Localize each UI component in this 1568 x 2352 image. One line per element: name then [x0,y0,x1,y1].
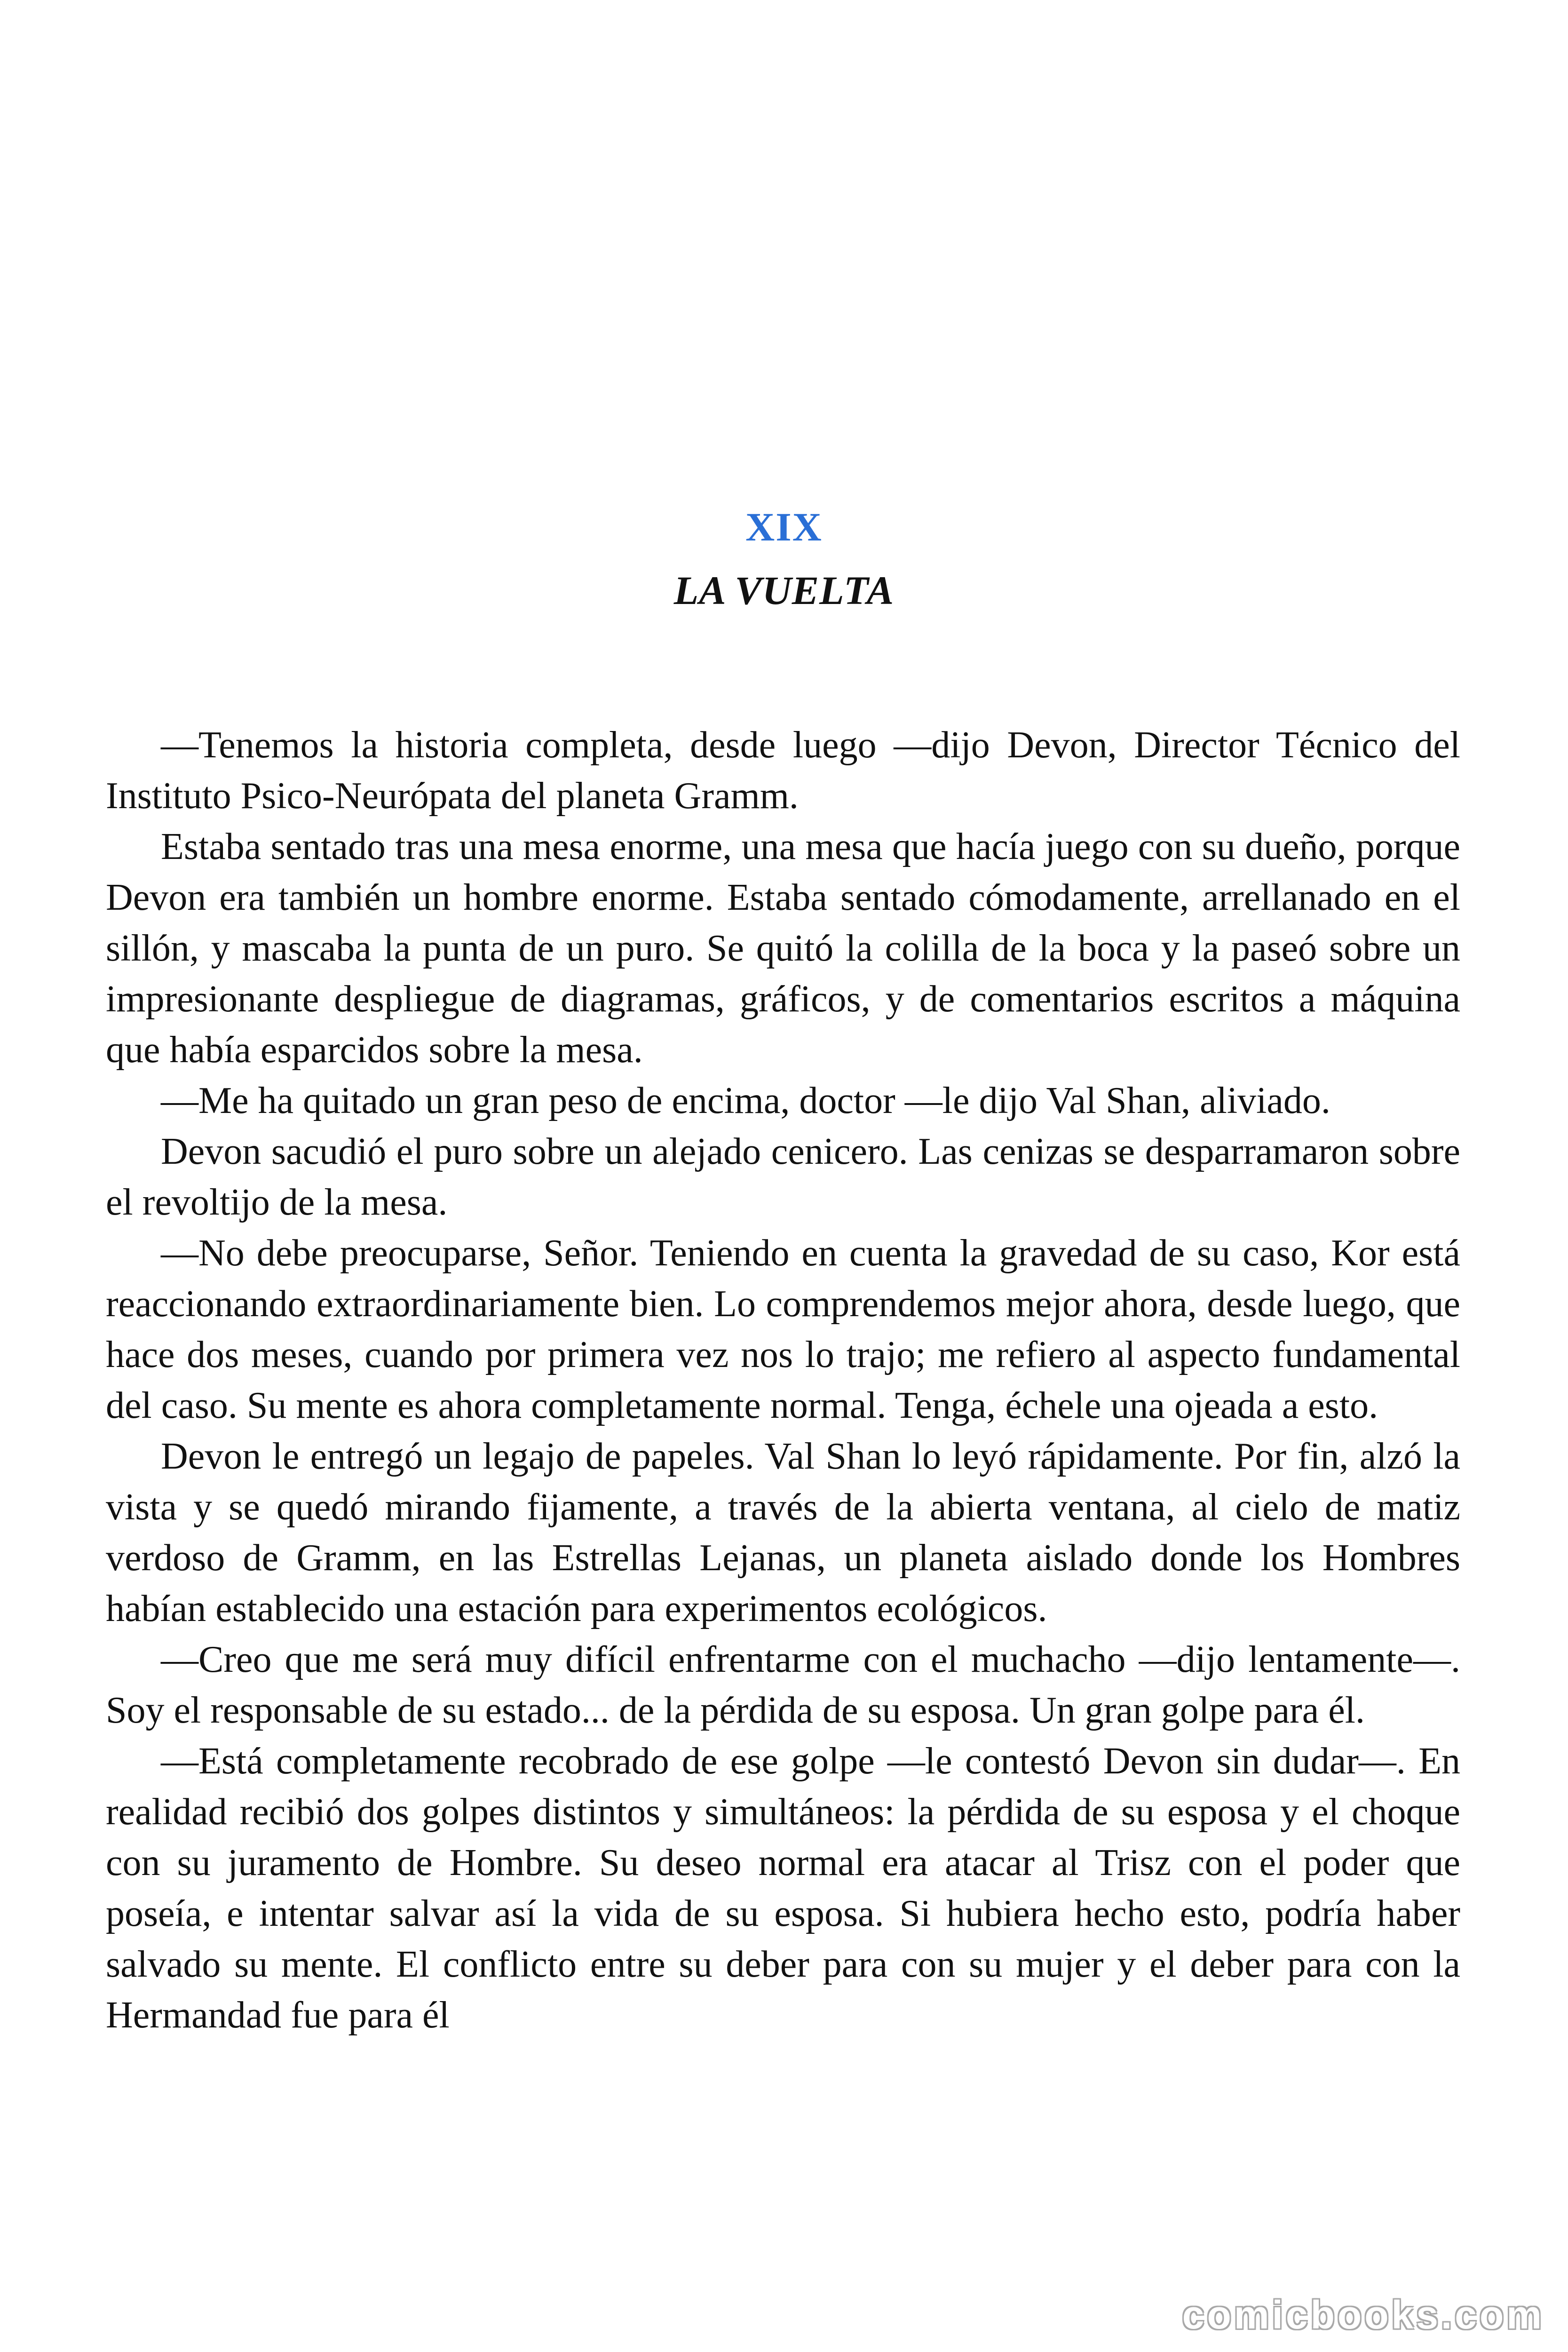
chapter-title: LA VUELTA [673,568,895,613]
paragraph: Estaba sentado tras una mesa enorme, una mesa que hacía juego con su dueño, porque Devon era también un hombre enorme. Estaba sentado cómodamente, arrellanado en el sillón, y mascaba la punta de un puro. Se quitó la colilla de la boca y la paseó sobre un impresionante despliegue de diagramas, gráficos, y de comentarios escritos a máquina que había esparcidos sobre la mesa. [106,826,1460,1071]
chapter-number: XIX [745,504,823,549]
body-text [106,720,1460,2041]
paragraph: —Me ha quitado un gran peso de encima, doctor —le dijo Val Shan, aliviado. [161,1080,1330,1121]
paragraph: Devon le entregó un legajo de papeles. Val Shan lo leyó rápidamente. Por fin, alzó la vista y se quedó mirando fijamente, a través de la abierta ventana, al cielo de matiz verdoso de Gramm, en las Estrellas Lejanas, un planeta aislado donde los Hombres habían establecido una estación para experimentos ecológicos. [106,1436,1460,1629]
paragraph: —Creo que me será muy difícil enfrentarme con el muchacho —dijo lentamente—. Soy el responsable de su estado... de la pérdida de su esposa. Un gran golpe para él. [106,1639,1460,1731]
paragraph: —Está completamente recobrado de ese golpe —le contestó Devon sin dudar—. En realidad recibió dos golpes distintos y simultáneos: la pérdida de su esposa y el choque con su juramento de Hombre. Su deseo normal era atacar al Trisz con el poder que poseía, e intentar salvar así la vida de su esposa. Si hubiera hecho esto, podría haber salvado su mente. El conflicto entre su deber para con su mujer y el deber para con la Hermandad fue para él [106,1740,1460,2036]
watermark: comicbooks.com [1182,2293,1544,2337]
paragraph: Devon sacudió el puro sobre un alejado cenicero. Las cenizas se desparramaron sobre el revoltijo de la mesa. [106,1131,1460,1223]
paragraph: —Tenemos la historia completa, desde luego —dijo Devon, Director Técnico del Instituto Psico-Neurópata del planeta Gramm. [106,724,1460,817]
paragraph: —No debe preocuparse, Señor. Teniendo en cuenta la gravedad de su caso, Kor está reaccionando extraordinariamente bien. Lo comprendemos mejor ahora, desde luego, que hace dos meses, cuando por primera vez nos lo trajo; me refiero al aspecto fundamental del caso. Su mente es ahora completamente normal. Tenga, échele una ojeada a esto. [106,1232,1460,1426]
